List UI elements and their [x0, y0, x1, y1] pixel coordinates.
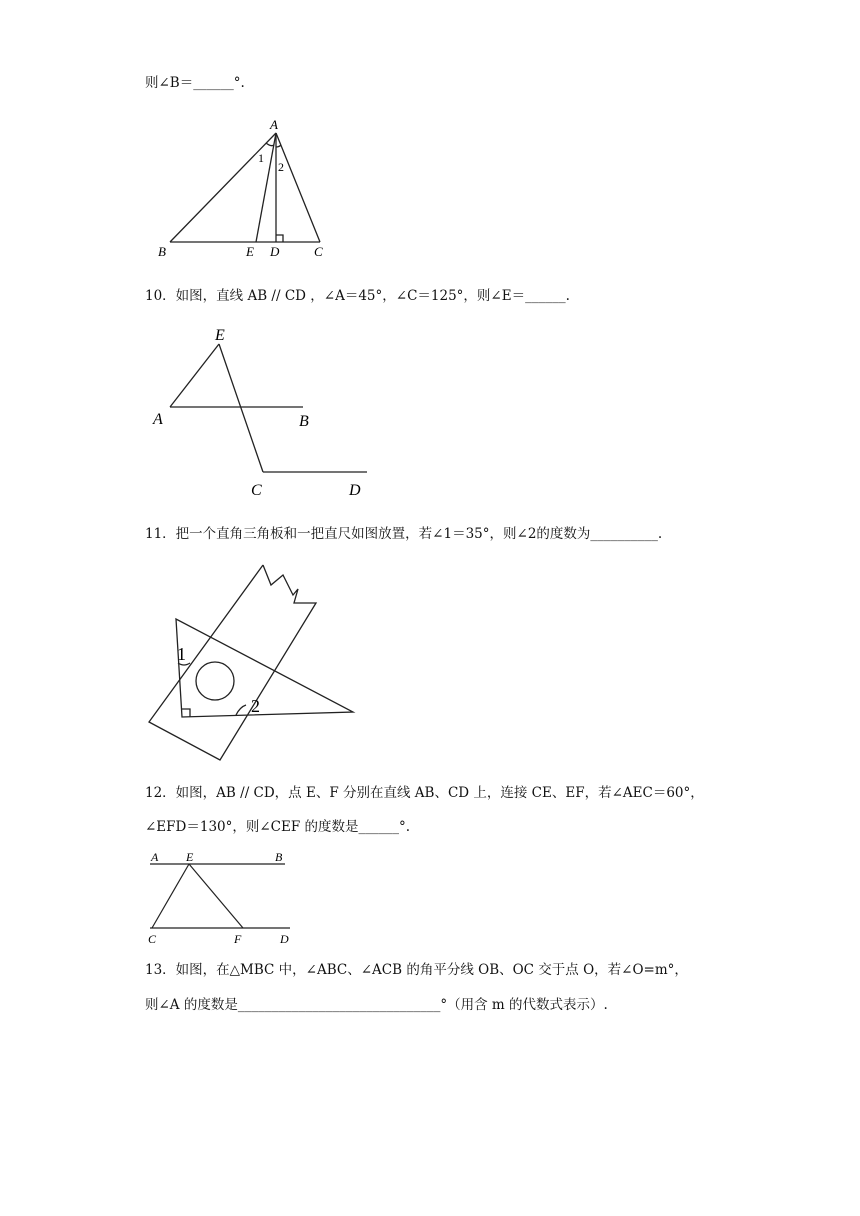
q9-label-D: D	[270, 244, 280, 259]
q9-label-A: A	[270, 117, 278, 132]
q12-label-E: E	[186, 850, 194, 864]
q9-triangle-figure	[150, 115, 340, 265]
q9-label-E: E	[246, 244, 254, 259]
q12-label-A: A	[151, 850, 159, 864]
q12-label-D: D	[280, 932, 289, 946]
q9-answer-line: 则∠B＝______°.	[145, 75, 245, 91]
q9-label-C: C	[314, 244, 323, 259]
q11-question-text: 11．把一个直角三角板和一把直尺如图放置，若∠1＝35°，则∠2的度数为__________.	[145, 526, 663, 542]
q11-ruler-triangle-figure	[140, 555, 370, 770]
q10-label-A: A	[153, 411, 163, 428]
q12-parallel-lines-figure	[140, 848, 310, 948]
q10-label-E: E	[215, 327, 225, 344]
q10-label-B: B	[299, 413, 309, 430]
q12-question-line2: ∠EFD＝130°，则∠CEF 的度数是______°.	[145, 819, 411, 835]
q10-parallel-lines-figure	[145, 322, 385, 502]
q11-label-2: 2	[251, 696, 260, 716]
q10-label-D: D	[349, 482, 361, 499]
q12-label-B: B	[275, 850, 283, 864]
q9-label-1: 1	[258, 151, 264, 165]
q9-label-B: B	[158, 244, 166, 259]
q11-label-1: 1	[177, 644, 186, 664]
q10-label-C: C	[251, 482, 262, 499]
q13-question-line1: 13．如图，在△MBC 中，∠ABC、∠ACB 的角平分线 OB、OC 交于点 O，若∠O=m°，	[145, 962, 688, 978]
q10-question-text: 10．如图，直线 AB // CD ，∠A＝45°，∠C＝125°，则∠E＝______.	[145, 288, 570, 304]
q12-label-F: F	[234, 932, 242, 946]
q12-question-line1: 12．如图，AB // CD，点 E、F 分别在直线 AB、CD 上，连接 CE、EF，若∠AEC＝60°，	[145, 785, 704, 801]
q12-label-C: C	[148, 932, 157, 946]
q9-label-2: 2	[278, 160, 284, 174]
q13-question-line2: 则∠A 的度数是______________________________°（用含 m 的代数式表示）.	[145, 997, 608, 1013]
